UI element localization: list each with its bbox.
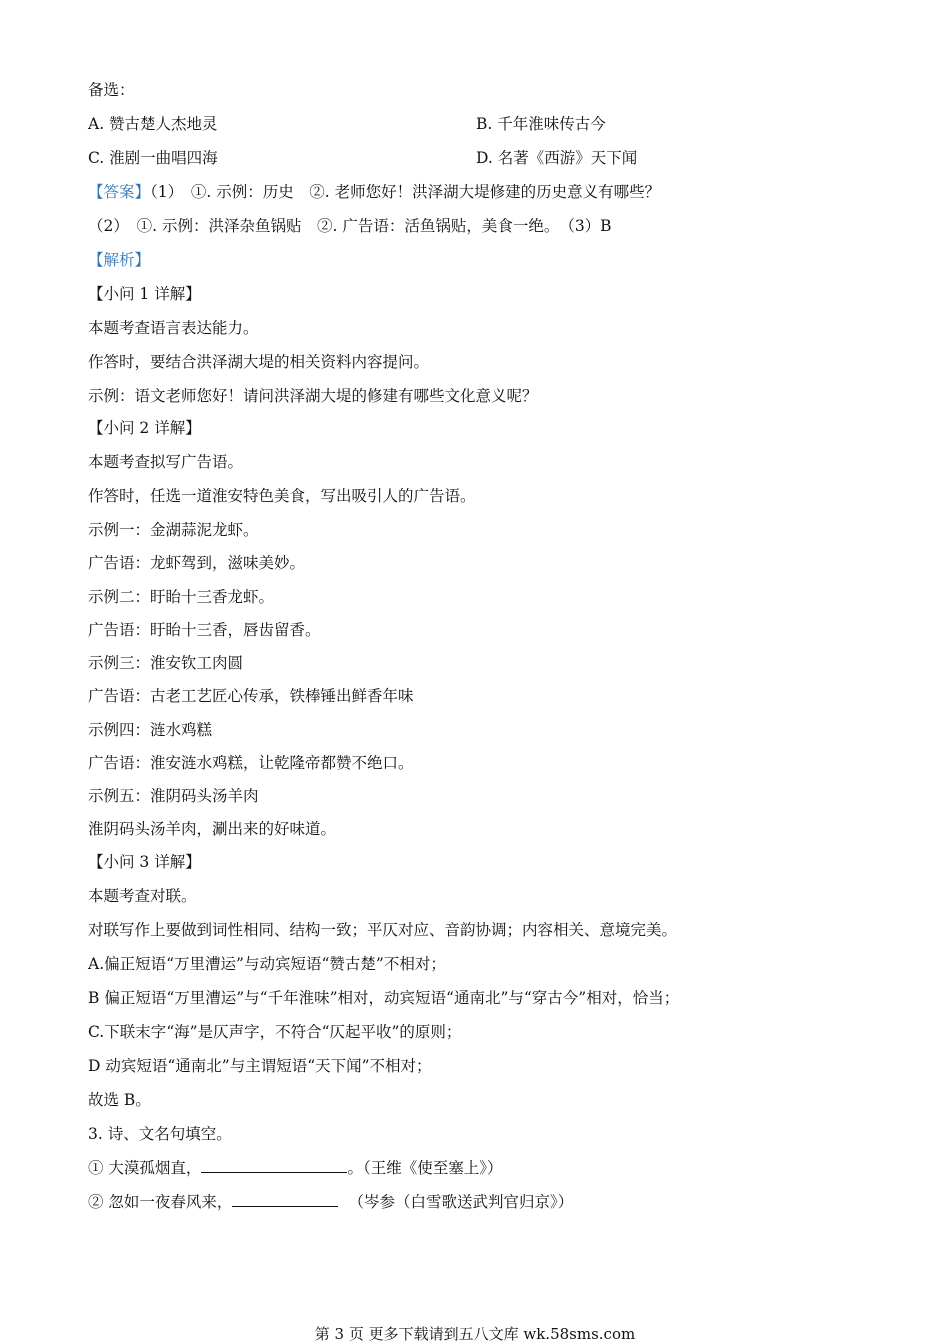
analysis-line: C.下联末字“海”是仄声字，不符合“仄起平收”的原则； xyxy=(88,1023,462,1041)
item-1-prefix: ① 大漠孤烟直， xyxy=(88,1159,202,1177)
option-row-1 xyxy=(88,114,218,134)
answer-blank-1 xyxy=(201,1158,347,1173)
item-2-suffix: （岑参（白雪歌送武判官归京》） xyxy=(348,1193,574,1211)
analysis-line: 示例一：金湖蒜泥龙虾。 xyxy=(88,521,259,539)
analysis-line: D 动宾短语“通南北”与主谓短语“天下闻”不相对； xyxy=(88,1057,432,1075)
option-d: D. 名著《西游》天下闻 xyxy=(476,149,638,167)
answer-text-1: （1） ①. 示例：历史 ②. 老师您好！洪泽湖大堤修建的历史意义有哪些？ xyxy=(150,183,661,201)
analysis-line: 广告语：淮安涟水鸡糕，让乾隆帝都赞不绝口。 xyxy=(88,754,414,772)
analysis-line: 作答时，要结合洪泽湖大堤的相关资料内容提问。 xyxy=(88,353,430,371)
analysis-line: 故选 B。 xyxy=(88,1091,151,1109)
analysis-line: 本题考查语言表达能力。 xyxy=(88,319,259,337)
analysis-line: 示例五：淮阴码头汤羊肉 xyxy=(88,787,259,805)
analysis-line: 示例三：淮安钦工肉圆 xyxy=(88,654,244,672)
analysis-line: 示例二：盱眙十三香龙虾。 xyxy=(88,588,275,606)
analysis-line: 本题考查拟写广告语。 xyxy=(88,453,244,471)
option-c: C. 淮剧一曲唱四海 xyxy=(88,149,218,167)
analysis-line: 广告语：龙虾驾到，滋味美妙。 xyxy=(88,554,306,572)
answer-blank-2 xyxy=(232,1192,338,1207)
option-row-2 xyxy=(88,148,218,168)
item-1-suffix: 。（王维《使至塞上》） xyxy=(347,1159,503,1177)
subquestion-3-heading: 【小问 3 详解】 xyxy=(88,853,201,871)
analysis-line: 对联写作上要做到词性相同、结构一致；平仄对应、音韵协调；内容相关、意境完美。 xyxy=(88,921,678,939)
analysis-line: 淮阴码头汤羊肉，涮出来的好味道。 xyxy=(88,820,337,838)
analysis-line: A.偏正短语“万里漕运”与动宾短语“赞古楚”不相对； xyxy=(88,955,446,973)
item-2-prefix: ② 忽如一夜春风来， xyxy=(88,1193,233,1211)
analysis-tag: 【解析】 xyxy=(88,251,151,269)
analysis-line: B 偏正短语“万里漕运”与“千年淮味”相对，动宾短语“通南北”与“穿古今”相对，恰当； xyxy=(88,989,680,1007)
question-3-title: 3. 诗、文名句填空。 xyxy=(88,1125,232,1143)
options-intro: 备选： xyxy=(88,81,135,99)
answer-tag: 【答案】 xyxy=(88,183,151,201)
page-footer: 第 3 页 更多下载请到五八文库 wk.58sms.com xyxy=(314,1325,636,1343)
analysis-line: 示例：语文老师您好！请问洪泽湖大堤的修建有哪些文化意义呢？ xyxy=(88,387,538,405)
analysis-line: 广告语：盱眙十三香，唇齿留香。 xyxy=(88,621,321,639)
question-3-item-1 xyxy=(88,1158,502,1178)
analysis-line: 本题考查对联。 xyxy=(88,887,197,905)
answer-line-1 xyxy=(88,182,660,202)
answer-line-2: （2） ①. 示例：洪泽杂鱼锅贴 ②. 广告语：活鱼锅贴，美食一绝。 （3）B xyxy=(88,217,612,235)
analysis-line: 示例四：涟水鸡糕 xyxy=(88,721,213,739)
question-3-item-2 xyxy=(88,1192,573,1212)
subquestion-2-heading: 【小问 2 详解】 xyxy=(88,419,201,437)
analysis-line: 广告语：古老工艺匠心传承，铁棒锤出鲜香年味 xyxy=(88,687,414,705)
option-b: B. 千年淮味传古今 xyxy=(476,115,606,133)
subquestion-1-heading: 【小问 1 详解】 xyxy=(88,285,201,303)
analysis-line: 作答时，任选一道淮安特色美食，写出吸引人的广告语。 xyxy=(88,487,476,505)
option-a: A. 赞古楚人杰地灵 xyxy=(88,115,218,133)
